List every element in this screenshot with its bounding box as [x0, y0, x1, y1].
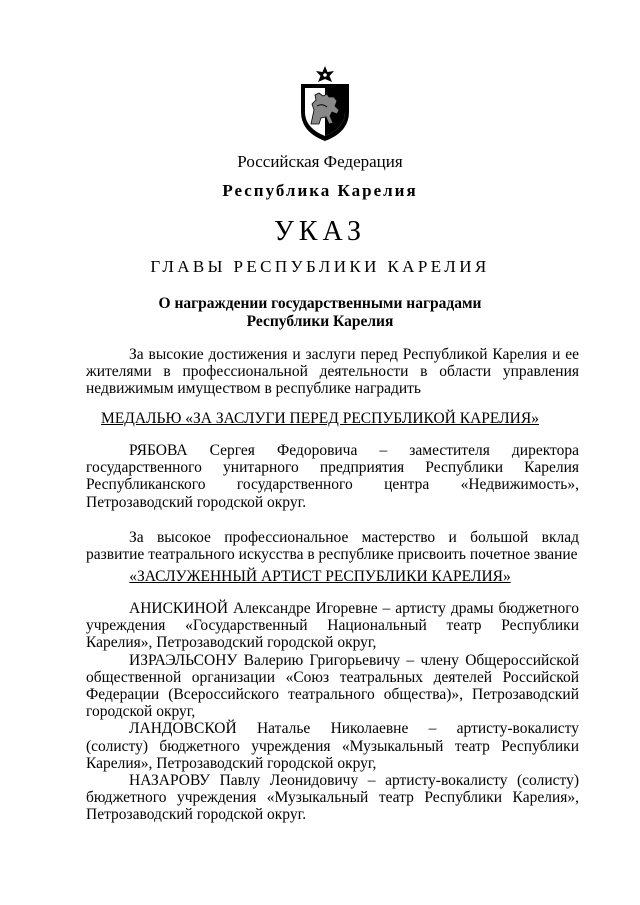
section1-recipient: РЯБОВА Сергея Федоровича – заместителя директора государственного унитарного предприятия Республики Карелия Республиканского государственного центра «Недвижимость», Петрозаводский городской округ.: [86, 442, 579, 511]
list-item: АНИСКИНОЙ Александре Игоревне – артисту драмы бюджетного учреждения «Государственный Национальный театр Республики Карелия», Петрозаводский городской округ,: [86, 600, 579, 652]
coat-of-arms-icon: [297, 66, 353, 142]
title-line-2: Республики Карелия: [246, 313, 394, 330]
country-name: Российская Федерация: [237, 152, 403, 171]
section1-intro: За высокие достижения и заслуги перед Республикой Карелия и ее жителями в профессиональной деятельности в области управления недвижимым имуществом в республике наградить: [86, 346, 579, 398]
list-item: ЛАНДОВСКОЙ Наталье Николаевне – артисту-вокалисту (солисту) бюджетного учреждения «Музыкальный театр Республики Карелия», Петрозаводский городской округ,: [86, 720, 579, 772]
list-item: ИЗРАЭЛЬСОНУ Валерию Григорьевичу – члену Общероссийской общественной организации «Союз театральных деятелей Российской Федерации (Всероссийского театрального общества)», Петрозаводский городской округ,: [86, 651, 579, 721]
section2-award: «ЗАСЛУЖЕННЫЙ АРТИСТ РЕСПУБЛИКИ КАРЕЛИЯ»: [129, 568, 511, 585]
document-type: УКАЗ: [273, 216, 367, 247]
title-line-1: О награждении государственными наградами: [158, 295, 482, 312]
recipients-list: [86, 600, 579, 824]
list-item: НАЗАРОВУ Павлу Леонидовичу – артисту-вокалисту (солисту) бюджетного учреждения «Музыкальный театр Республики Карелия», Петрозаводский городской округ.: [86, 772, 579, 824]
republic-name: Республика Карелия: [222, 181, 418, 200]
document-issuer: ГЛАВЫ РЕСПУБЛИКИ КАРЕЛИЯ: [150, 257, 490, 276]
document-title: [0, 295, 640, 331]
section2-intro: За высокое профессиональное мастерство и большой вклад развитие театрального искусства в республике присвоить почетное звание: [86, 529, 579, 564]
section1-award: МЕДАЛЬЮ «ЗА ЗАСЛУГИ ПЕРЕД РЕСПУБЛИКОЙ КАРЕЛИЯ»: [101, 410, 539, 427]
